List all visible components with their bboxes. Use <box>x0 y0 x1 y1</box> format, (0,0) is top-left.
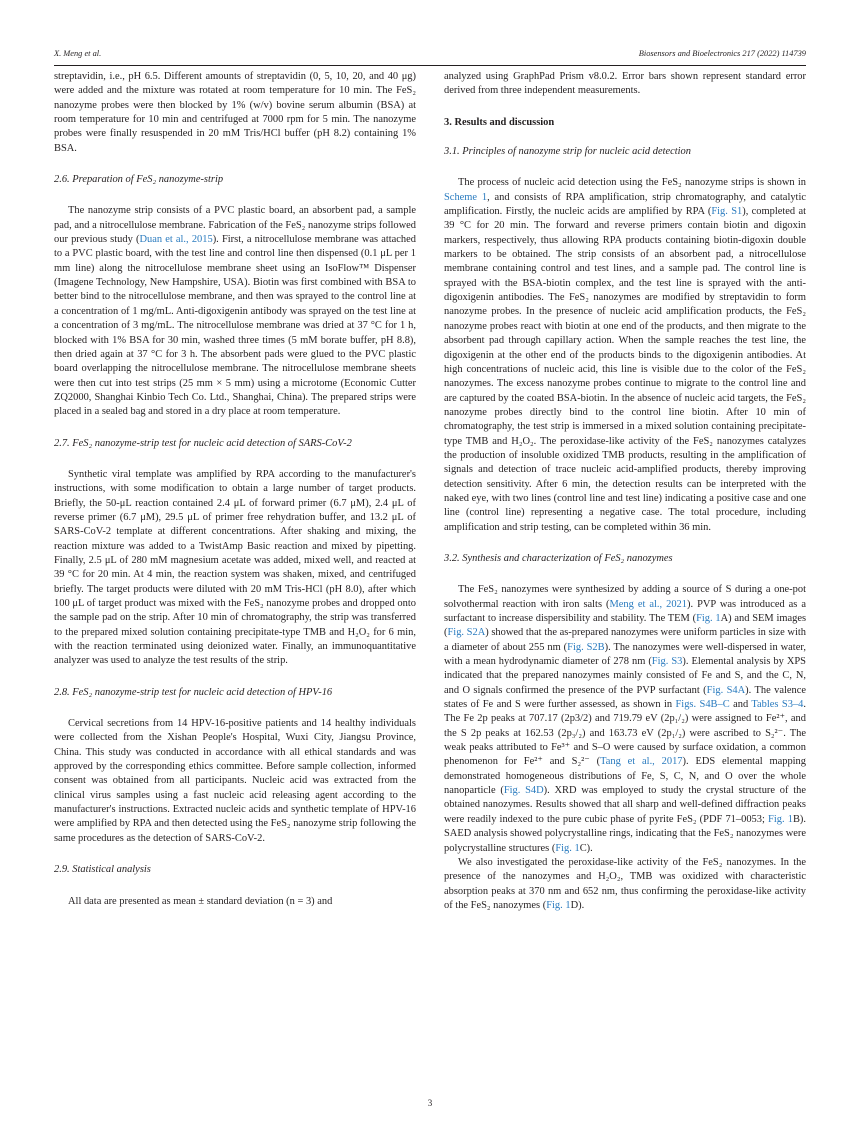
citation-link[interactable]: Duan et al., 2015 <box>139 234 213 246</box>
citation-link[interactable]: Tang et al., 2017 <box>600 756 683 768</box>
paragraph: All data are presented as mean ± standard deviation (n = 3) and <box>68 895 333 907</box>
figure-link[interactable]: Fig. 1 <box>555 842 580 854</box>
section-heading-3: 3. Results and discussion <box>444 116 555 128</box>
paragraph: The nanozyme strip consists of a PVC plastic board, an absorbent pad, a sample pad, and a nitrocellulose membrane. Fabrication of the FeS₂ nanozyme strips followed our previous study (Duan et al., 2015). First, a nitrocellulose membrane was attached to a PVC plastic board, with the test line and control line then dispensed (0.1 μL per 1 mm line) along the nitrocellulose membrane sheet using an IsoFlow™ Dispenser (Imagene Technology, New Hampshire, USA). Biotin was first combined with BSA to better bind to the nitrocellulose membrane, and then was sprayed to the control line at a concentration of 1 mg/mL. Anti-digoxigenin antibody was sprayed on the test line at a concentration of 3 mg/mL. The nitrocellulose membrane was dried at 37 °C for 1 h, blocked with 1% BSA for 30 min, washed three times (5 mM borate buffer, pH 8.8), then dried again at 37 °C for 3 h. The absorbent pads were glued to the PVC plastic board overlapping the nitrocellulose membrane. The nitrocellulose membrane sheets were then cut into test strips (25 mm × 5 mm) using a microtome (Economic Cutter ZQ2000, Shanghai Kinbio Tech Co. Ltd., Shanghai, China). The prepared strips were placed in a sealed bag and stored in a dry place at room temperature. <box>54 205 416 418</box>
section-heading-2-9: 2.9. Statistical analysis <box>54 864 151 876</box>
figure-link[interactable]: Fig. 1 <box>768 813 793 825</box>
paragraph: We also investigated the peroxidase-like activity of the FeS₂ nanozymes. In the presence of the nanozymes and H₂O₂, TMB was oxidized with characteristic absorption peaks at 370 nm and 652 nm, thus confirming the peroxidase-like activity of the FeS₂ nanozymes (Fig. 1D). <box>444 856 806 911</box>
figure-link[interactable]: Fig. S3 <box>651 656 683 668</box>
left-column <box>54 70 416 909</box>
paragraph: The process of nucleic acid detection using the FeS₂ nanozyme strips is shown in Scheme 1, and consists of RPA amplification, strip chromatography, and catalytic amplification. Firstly, the nucleic acids are amplified by RPA (Fig. S1), completed at 39 °C for 20 min. The forward and reverse primers contain biotin and digoxin markers, respectively, thus allowing RPA products containing biotin-digoxin double markers to be obtained. The strip consists of an absorbent pad, a nitrocellulose membrane containing control and test lines, and a sample pad. The control line is sprayed with the BSA-biotin complex, and the test line is sprayed with the anti-digoxigenin antibodies. The FeS₂ nanozymes are modified by streptavidin to form nanozyme probes. In the presence of nucleic acid amplification products, the FeS₂ nanozyme probes react with biotin at one end of the products, and then migrate to the absorbent pad through capillary action. When the sample reaches the test line, the digoxigenin at the other end of the products binds to the digoxigenin antibodies. At high concentrations of nucleic acid, this line is visible due to the color of the FeS₂ nanozymes. The excess nanozyme probes continue to migrate to the control line and are captured by the coated BSA-biotin. In the absence of nucleic acid targets, the FeS₂ nanozyme probes directly bind to the control line biotin. After 10 min of chromatography, the test strip is immersed in a mixed solution containing precipitate-type TMB and H₂O₂. The peroxidase-like activity of the FeS₂ nanozymes catalyzes the production of insoluble oxidized TMB products, resulting in the amplification of signals and detection of trace nucleic acid-amplified products, thereby improving detection sensitivity. After 6 min, the detection results can be interpreted with the naked eye, with two lines (control line and test line) indicating a positive case and one line (control line) representing a negative case. The total procedure, including amplification and strip testing, can be completed within 36 min. <box>444 177 806 533</box>
paragraph: Cervical secretions from 14 HPV-16-positive patients and 14 healthy individuals were collected from the Xishan People's Hospital, Wuxi City, Jiangsu Province, China. This study was conducted in accordance with all ethical standards and was approved by the corresponding ethics committee. Before sample collection, informed consent was obtained from all participants. Nucleic acid was extracted from the clinical virus samples using a fast nucleic acid releasing agent according to the manufacturer's instructions. Extracted nucleic acids and synthetic template of HPV-16 were amplified by RPA and then detected using the FeS₂ nanozyme strip following the same procedures as the detection of SARS-CoV-2. <box>54 718 416 844</box>
right-column <box>444 70 806 913</box>
figure-link[interactable]: Fig. S4A <box>706 684 746 696</box>
section-heading-2-7: 2.7. FeS₂ nanozyme-strip test for nucleic acid detection of SARS-CoV-2 <box>54 437 352 449</box>
header-authors: X. Meng et al. <box>54 49 102 58</box>
paragraph: analyzed using GraphPad Prism v8.0.2. Error bars shown represent standard error derived from three independent measurements. <box>444 71 806 97</box>
header-rule <box>54 65 806 66</box>
table-link[interactable]: Tables S3–4 <box>751 699 804 711</box>
figure-link[interactable]: Fig. S2B <box>567 641 605 653</box>
page-number: 3 <box>427 1098 433 1108</box>
section-heading-3-2: 3.2. Synthesis and characterization of FeS₂ nanozymes <box>444 552 673 564</box>
paragraph: Synthetic viral template was amplified by RPA according to the manufacturer's instructions, with some modification to obtain a large number of target products. Briefly, the 50-μL reaction contained 2.4 μL of forward primer (6.7 μM), 2.4 μL of reverse primer (6.7 μM), 29.5 μL of primer free rehydration buffer, and 13.2 μL of SARS-CoV-2 template at different concentrations. After shaking and mixing, the reaction mixture was added to a TwistAmp Basic reaction and mixed by pipetting. Finally, 2.5 μL of 280 mM magnesium acetate was added, mixed well, and reacted at 39 °C for 20 min. At 4 min, the reaction system was shaken, mixed, and centrifuged briefly. The target products were diluted with 20 mM Tris-HCl (pH 8.0), after which 100 μL of target product was mixed with the FeS₂ nanozyme probes and dropped onto the sample pad on the strip. After 10 min of chromatography, the strip was transferred to the prepared mixed solution containing precipitate-type TMB and H₂O₂ for 6 min, with the reaction terminated using deionized water. Finally, an immunoquantitative analyzer was used to analyze the test results of the strip. <box>54 468 416 667</box>
figure-link[interactable]: Fig. S1 <box>711 206 743 218</box>
paragraph: streptavidin, i.e., pH 6.5. Different amounts of streptavidin (0, 5, 10, 20, and 40 μg) were added and the mixture was rotated at room temperature for 10 min. The FeS₂ nanozyme probes were then blocked by 1% (w/v) bovine serum albumin (BSA) at room temperature for 10 min and centrifuged at 7000 rpm for 5 min. The nanozyme probes were finally resuspended in 20 mM Tris/HCl buffer (pH 8.2) containing 1% BSA. <box>54 71 416 154</box>
section-heading-3-1: 3.1. Principles of nanozyme strip for nucleic acid detection <box>444 146 691 158</box>
figure-link[interactable]: Fig. S2A <box>447 627 486 639</box>
paragraph: The FeS₂ nanozymes were synthesized by adding a source of S during a one-pot solvothermal reaction with iron salts (Meng et al., 2021). PVP was introduced as a surfactant to increase dispersibility and stability. The TEM (Fig. 1A) and SEM images (Fig. S2A) showed that the as-prepared nanozymes were uniform particles in size with a diameter of about 255 nm (Fig. S2B). The nanozymes were well-dispersed in water, with a mean hydrodynamic diameter of 278 nm (Fig. S3). Elemental analysis by XPS indicated that the prepared nanozymes mainly consisted of Fe and S, and the C, N, and O signals confirmed the presence of the PVP surfactant (Fig. S4A). The valence states of Fe and S were further assessed, as shown in Figs. S4B–C and Tables S3–4. The Fe 2p peaks at 707.17 (2p3/2) and 719.79 eV (2p₁/₂) were assigned to Fe²⁺, and the S 2p peaks at 162.53 (2p₃/₂) and 163.73 eV (2p₁/₂) were ascribed to S₂²⁻. The weak peaks attributed to Fe³⁺ and S–O were caused by surface oxidation, a common phenomenon for Fe²⁺ and S₂²⁻ (Tang et al., 2017). EDS elemental mapping demonstrated homogeneous distributions of Fe, S, C, N, and O over the whole nanoparticle (Fig. S4D). XRD was employed to study the crystal structure of the obtained nanozymes. Results showed that all sharp and well-defined diffraction peaks were readily indexed to the pure cubic phase of pyrite FeS₂ (PDF 71–0053; Fig. 1B). SAED analysis showed polycrystalline rings, indicating that the FeS₂ nanozymes were polycrystalline structures (Fig. 1C). <box>444 584 807 854</box>
section-heading-2-6: 2.6. Preparation of FeS₂ nanozyme-strip <box>54 174 224 186</box>
figure-link[interactable]: Fig. 1 <box>546 899 571 911</box>
figure-link[interactable]: Figs. S4B–C <box>675 699 730 711</box>
section-heading-2-8: 2.8. FeS₂ nanozyme-strip test for nucleic acid detection of HPV-16 <box>54 686 333 698</box>
citation-link[interactable]: Meng et al., 2021 <box>609 598 687 610</box>
scheme-link[interactable]: Scheme 1 <box>444 191 488 203</box>
running-header <box>54 49 806 61</box>
figure-link[interactable]: Fig. S4D <box>503 785 544 797</box>
header-journal: Biosensors and Bioelectronics 217 (2022) 114739 <box>638 49 806 58</box>
figure-link[interactable]: Fig. 1 <box>696 613 721 624</box>
